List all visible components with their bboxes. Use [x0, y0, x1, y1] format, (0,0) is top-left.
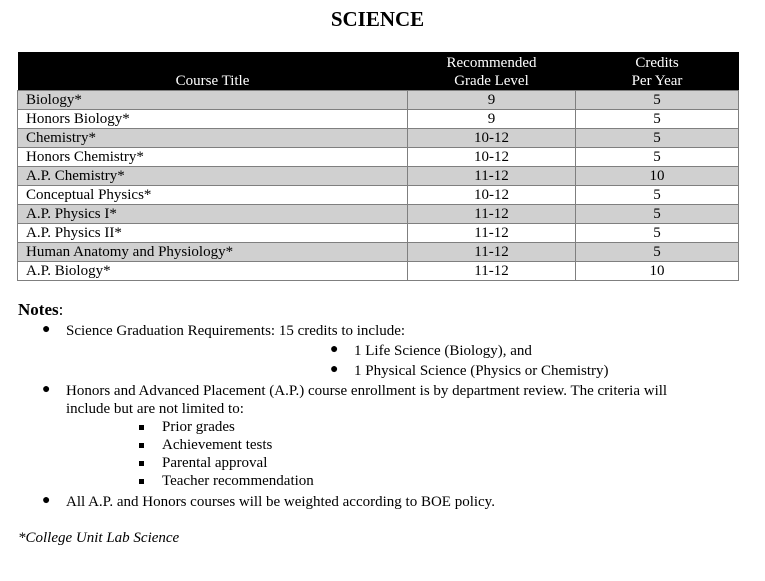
physical-science-requirement: 1 Physical Science (Physics or Chemistry): [354, 363, 609, 379]
life-science-requirement: 1 Life Science (Biology), and: [354, 343, 532, 359]
credits: 5: [576, 110, 739, 129]
grade-level: 9: [408, 110, 576, 129]
credits: 10: [576, 167, 739, 186]
bullet-icon: ●: [330, 362, 339, 377]
course-name: Chemistry*: [18, 129, 408, 148]
table-row: [18, 243, 739, 262]
notes-heading: Notes:: [18, 300, 64, 319]
grade-level: 10-12: [408, 148, 576, 167]
table-row: [18, 148, 739, 167]
grade-level: 9: [408, 91, 576, 110]
grade-level: 11-12: [408, 224, 576, 243]
course-name: Honors Biology*: [18, 110, 408, 129]
square-bullet-icon: [139, 479, 144, 484]
honors-enrollment-line2: include but are not limited to:: [66, 401, 244, 417]
course-name: Biology*: [18, 91, 408, 110]
table-row: [18, 205, 739, 224]
weighting-policy: All A.P. and Honors courses will be weighted according to BOE policy.: [66, 494, 495, 510]
course-name: A.P. Biology*: [18, 262, 408, 281]
square-bullet-icon: [139, 461, 144, 466]
table-row: [18, 91, 739, 110]
page-title: SCIENCE: [330, 7, 425, 31]
honors-enrollment-line1: Honors and Advanced Placement (A.P.) course enrollment is by department review. The criteria will: [66, 383, 668, 399]
table-row: [18, 110, 739, 129]
credits: 5: [576, 224, 739, 243]
criteria-item: Achievement tests: [162, 437, 273, 453]
credits: 10: [576, 262, 739, 281]
course-name: Honors Chemistry*: [18, 148, 408, 167]
header-grade-level: Recommended Grade Level: [408, 52, 576, 91]
table-row: [18, 129, 739, 148]
square-bullet-icon: [139, 443, 144, 448]
table-header-row: [18, 52, 739, 91]
bullet-icon: ●: [42, 382, 51, 397]
credits: 5: [576, 205, 739, 224]
course-name: A.P. Physics II*: [18, 224, 408, 243]
bullet-icon: ●: [42, 322, 51, 337]
header-credits: Credits Per Year: [576, 52, 739, 91]
header-course-title: Course Title: [18, 52, 408, 91]
course-name: A.P. Chemistry*: [18, 167, 408, 186]
criteria-item: Parental approval: [162, 455, 268, 471]
graduation-requirements: Science Graduation Requirements: 15 credits to include:: [66, 323, 406, 339]
course-name: A.P. Physics I*: [18, 205, 408, 224]
credits: 5: [576, 148, 739, 167]
table-row: [18, 186, 739, 205]
table-row: [18, 262, 739, 281]
bullet-icon: ●: [330, 342, 339, 357]
credits: 5: [576, 129, 739, 148]
credits: 5: [576, 91, 739, 110]
criteria-item: Teacher recommendation: [162, 473, 314, 489]
credits: 5: [576, 186, 739, 205]
footnote: *College Unit Lab Science: [18, 530, 180, 546]
square-bullet-icon: [139, 425, 144, 430]
table-row: [18, 224, 739, 243]
grade-level: 10-12: [408, 186, 576, 205]
course-table: [17, 52, 739, 281]
grade-level: 11-12: [408, 243, 576, 262]
bullet-icon: ●: [42, 493, 51, 508]
grade-level: 10-12: [408, 129, 576, 148]
table-row: [18, 167, 739, 186]
grade-level: 11-12: [408, 167, 576, 186]
course-name: Conceptual Physics*: [18, 186, 408, 205]
credits: 5: [576, 243, 739, 262]
course-name: Human Anatomy and Physiology*: [18, 243, 408, 262]
criteria-item: Prior grades: [162, 419, 235, 435]
grade-level: 11-12: [408, 205, 576, 224]
grade-level: 11-12: [408, 262, 576, 281]
